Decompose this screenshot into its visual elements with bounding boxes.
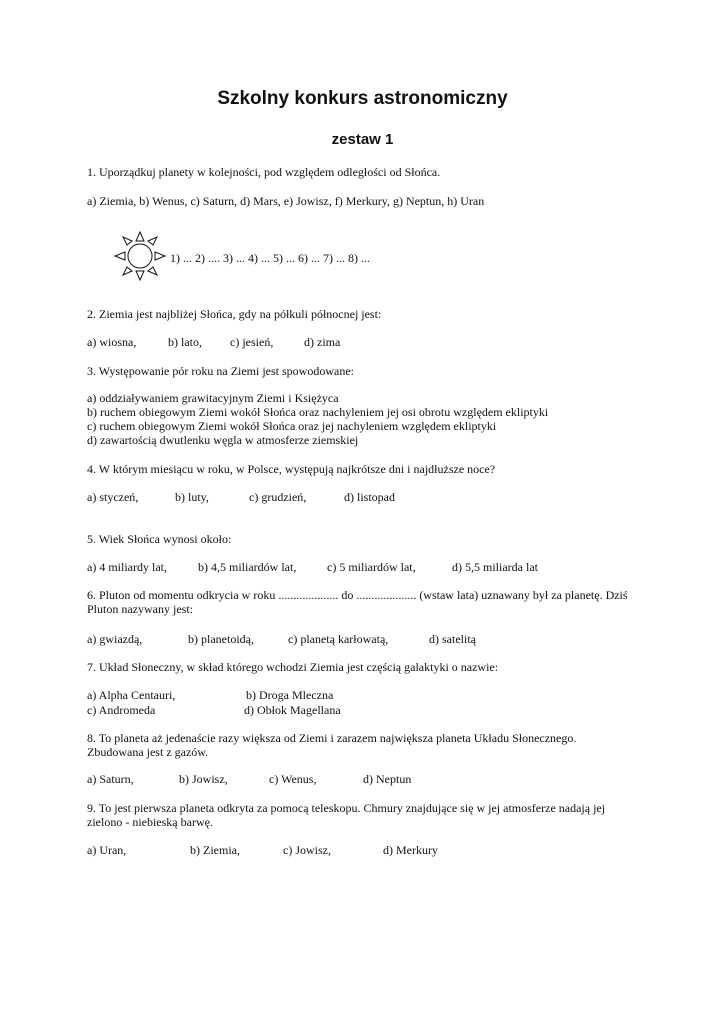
question-2: 2. Ziemia jest najbliżej Słońca, gdy na półkuli północnej jest: (87, 307, 382, 321)
question-9: 9. To jest pierwsza planeta odkryta za pomocą teleskopu. Chmury znajdujące się w jej atmosferze nadają jej zielono - niebieską barwę. (87, 801, 606, 829)
question-7: 7. Układ Słoneczny, w skład którego wchodzi Ziemia jest częścią galaktyki o nazwie: (87, 660, 499, 674)
option: b) luty, (175, 490, 209, 504)
option: d) Neptun (363, 772, 412, 786)
option: b) Droga Mleczna (246, 688, 334, 702)
option: d) listopad (344, 490, 395, 504)
option: c) grudzień, (249, 490, 307, 504)
option: b) lato, (168, 335, 202, 349)
option: b) Ziemia, (190, 843, 240, 857)
option: b) 4,5 miliardów lat, (198, 560, 297, 574)
option: a) Uran, (87, 843, 127, 857)
option: c) ruchem obiegowym Ziemi wokół Słońca oraz jej nachyleniem względem ekliptyki (87, 419, 497, 433)
question-4: 4. W którym miesiącu w roku, w Polsce, występują najkrótsze dni i najdłuższe noce? (87, 462, 496, 476)
option: c) planetą karłowatą, (288, 632, 389, 646)
option: c) Wenus, (269, 772, 317, 786)
option: d) zawartością dwutlenku węgla w atmosferze ziemskiej (87, 433, 359, 447)
option: d) 5,5 miliarda lat (452, 560, 538, 574)
question-6: 6. Pluton od momentu odkrycia w roku .................... do .................... (wstaw lata) uznawany był za planetę. Dziś Pluton nazywany jest: (87, 588, 628, 616)
planet-order-slots: 1) ... 2) .... 3) ... 4) ... 5) ... 6) ... 7) ... 8) ... (170, 251, 370, 265)
option: b) ruchem obiegowym Ziemi wokół Słońca oraz nachyleniem jej osi obrotu względem ekliptyki (87, 405, 549, 419)
option: a) Saturn, (87, 772, 134, 786)
option: d) satelitą (429, 632, 476, 646)
option: b) Jowisz, (179, 772, 228, 786)
option: d) Merkury (383, 843, 438, 857)
option: a) Alpha Centauri, (87, 688, 176, 702)
page-title: Szkolny konkurs astronomiczny (217, 88, 508, 109)
option: a) wiosna, (87, 335, 137, 349)
question-3: 3. Występowanie pór roku na Ziemi jest spowodowane: (87, 364, 354, 378)
option: a) styczeń, (87, 490, 139, 504)
option: d) Obłok Magellana (244, 703, 341, 717)
question-1: 1. Uporządkuj planety w kolejności, pod względem odległości od Słońca. (87, 165, 441, 179)
question-8: 8. To planeta aż jedenaście razy większa od Ziemi i zarazem największa planeta Układu Słonecznego. Zbudowana jest z gazów. (87, 731, 577, 759)
option: b) planetoidą, (188, 632, 254, 646)
option: a) 4 miliardy lat, (87, 560, 167, 574)
option: a) oddziaływaniem grawitacyjnym Ziemi i Księżyca (87, 391, 339, 405)
page-subtitle: zestaw 1 (331, 131, 394, 148)
option: d) zima (304, 335, 341, 349)
question-5: 5. Wiek Słońca wynosi około: (87, 532, 232, 546)
sun-icon (109, 229, 173, 283)
question-1-options: a) Ziemia, b) Wenus, c) Saturn, d) Mars, e) Jowisz, f) Merkury, g) Neptun, h) Uran (87, 194, 485, 208)
option: a) gwiazdą, (87, 632, 143, 646)
option: c) Andromeda (87, 703, 156, 717)
option: c) 5 miliardów lat, (327, 560, 416, 574)
option: c) jesień, (230, 335, 274, 349)
option: c) Jowisz, (283, 843, 331, 857)
